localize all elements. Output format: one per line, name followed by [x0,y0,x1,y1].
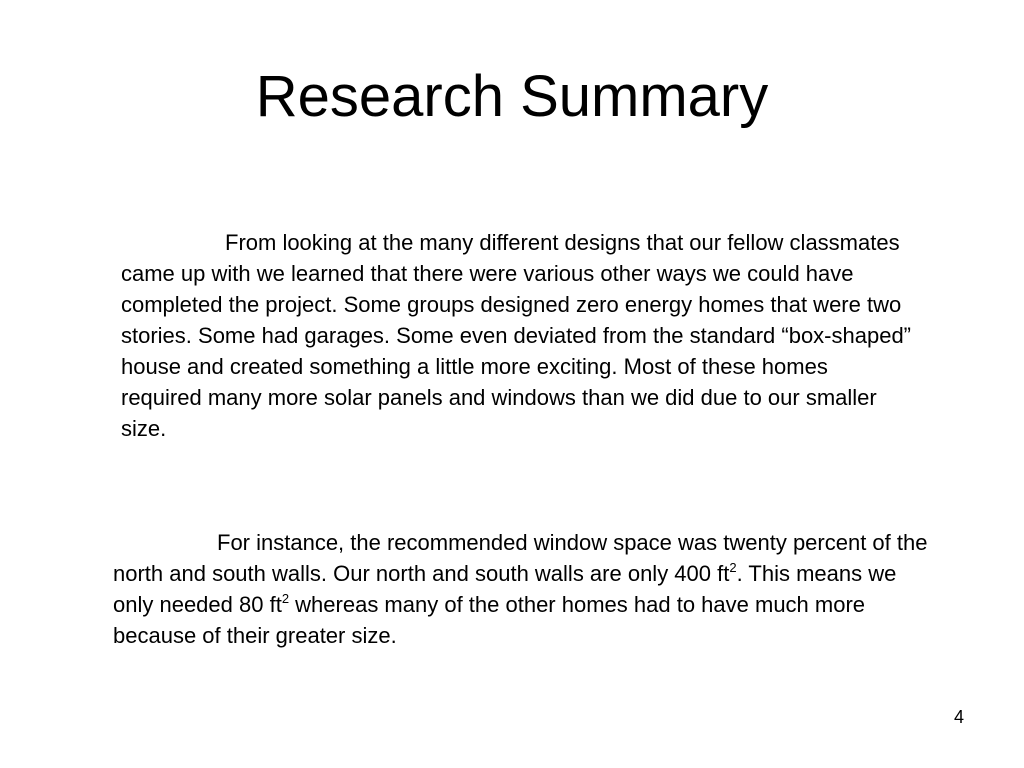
superscript-squared: 2 [729,560,737,575]
superscript-squared: 2 [281,591,290,606]
paragraph-designs-text: From looking at the many different designs that our fellow classmates came up with we learned that there were various other ways we could have completed the project. Some groups designed zero energy homes that were two stories. Some had garages. Some even deviated from the standard “box-shaped” house and created something a little more exciting. Most of these homes required many more solar panels and windows than we did due to our smaller size. [121,230,912,441]
paragraph-designs [121,227,911,444]
page-number: 4 [953,707,964,727]
paragraph-window-space-part1: For instance, the recommended window space was twenty percent of the north and south walls. Our north and south walls are only 400 ft [113,530,928,586]
paragraph-window-space-part2: . This means we only needed 80 ft [113,561,897,617]
slide-title: Research Summary [255,64,769,129]
paragraph-window-space-part3: whereas many of the other homes had to have much more because of their greater size. [113,592,866,648]
paragraph-window-space [113,527,928,651]
